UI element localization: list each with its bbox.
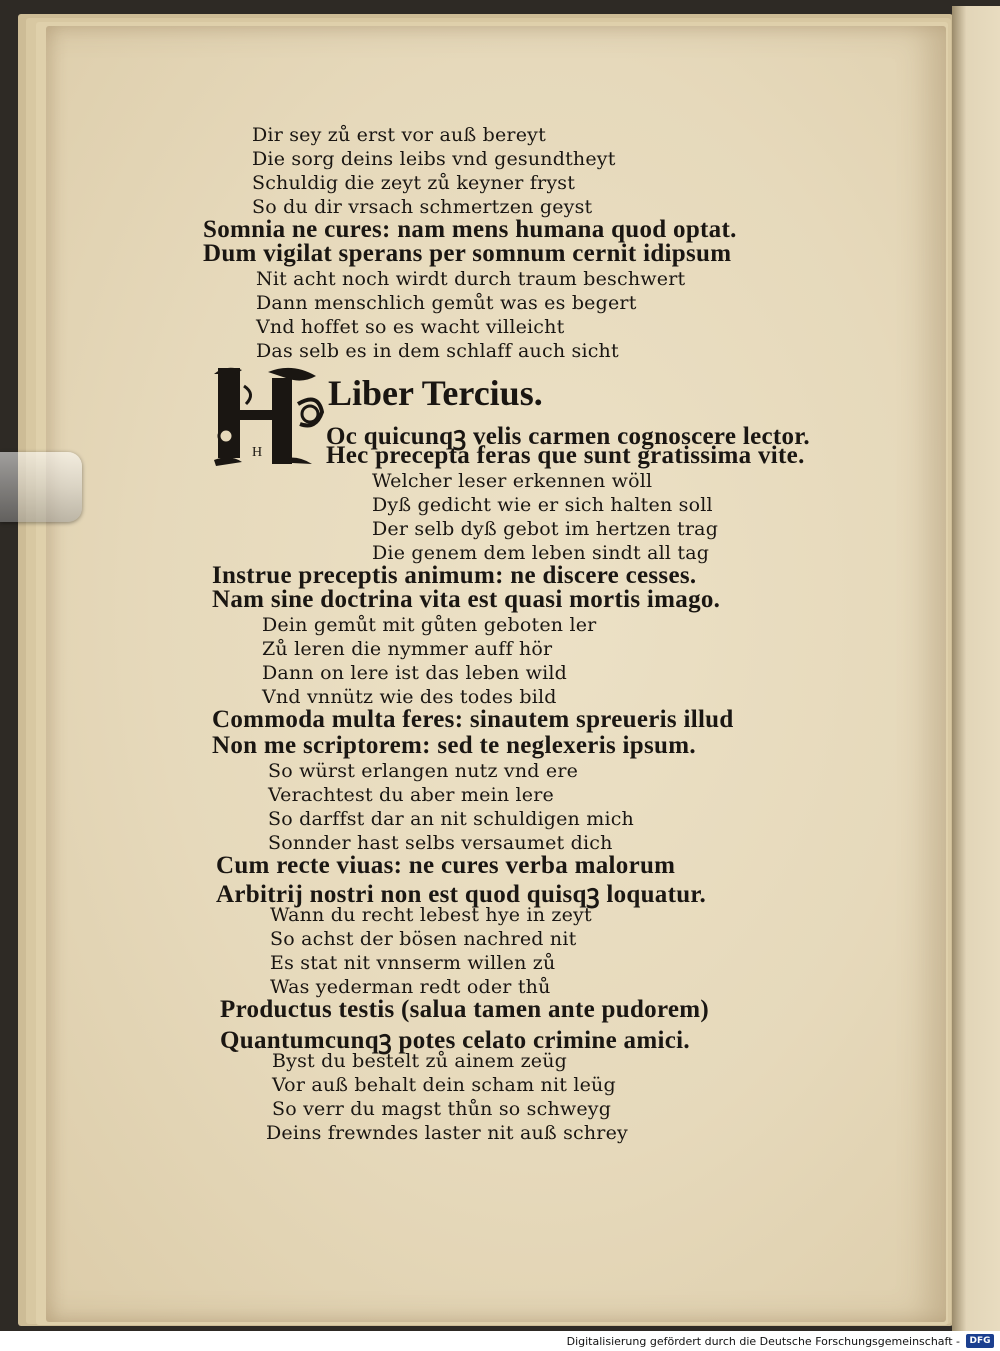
text-line: Dir sey zů erst vor auß bereyt bbox=[252, 124, 546, 146]
text-line: Wann du recht lebest hye in zeyt bbox=[270, 904, 592, 926]
page-clip bbox=[0, 452, 82, 522]
latin-line: Arbitrij nostri non est quod quisqꝫ loquatur. bbox=[216, 881, 707, 908]
text-line: So du dir vrsach schmertzen geyst bbox=[252, 196, 593, 218]
text-line: Schuldig die zeyt zů keyner fryst bbox=[252, 172, 576, 194]
text-line: Dyß gedicht wie er sich halten soll bbox=[372, 494, 713, 516]
latin-line: Instrue preceptis animum: ne discere cesses. bbox=[212, 562, 697, 589]
text-line: Vnd hoffet so es wacht villeicht bbox=[256, 316, 565, 338]
text-line: Vor auß behalt dein scham nit leüg bbox=[272, 1074, 616, 1096]
text-line: Nit acht noch wirdt durch traum beschwert bbox=[256, 268, 686, 290]
latin-line: Dum vigilat sperans per somnum cernit idipsum bbox=[203, 240, 732, 267]
initial-letter: H bbox=[252, 445, 263, 460]
text-line: Was yederman redt oder thů bbox=[270, 976, 551, 998]
text-line: Byst du bestelt zů ainem zeüg bbox=[272, 1050, 568, 1072]
latin-line: Productus testis (salua tamen ante pudorem) bbox=[220, 996, 710, 1023]
text-line: Der selb dyß gebot im hertzen trag bbox=[372, 518, 719, 540]
latin-line: Nam sine doctrina vita est quasi mortis imago. bbox=[212, 586, 721, 613]
text-line: So darffst dar an nit schuldigen mich bbox=[268, 808, 634, 830]
decorated-initial bbox=[212, 364, 326, 468]
latin-line: Somnia ne cures: nam mens humana quod optat. bbox=[203, 216, 737, 243]
latin-line: Hec precepta feras que sunt gratissima vite. bbox=[326, 442, 805, 469]
latin-line: Cum recte viuas: ne cures verba malorum bbox=[216, 852, 676, 879]
latin-line: Oc quicunqꝫ velis carmen cognoscere lector. bbox=[326, 423, 810, 450]
text-line: Vnd vnnütz wie des todes bild bbox=[262, 686, 557, 708]
facing-page-edge bbox=[952, 6, 1000, 1331]
text-line: Das selb es in dem schlaff auch sicht bbox=[256, 340, 619, 362]
latin-line: Commoda multa feres: sinautem spreueris illud bbox=[212, 706, 734, 733]
text-line: Verachtest du aber mein lere bbox=[268, 784, 554, 806]
text-line: Die sorg deins leibs vnd gesundtheyt bbox=[252, 148, 616, 170]
latin-line: Non me scriptorem: sed te neglexeris ipsum. bbox=[212, 732, 696, 759]
text-line: Dein gemůt mit gůten geboten ler bbox=[262, 614, 597, 636]
dfg-logo: DFG bbox=[966, 1334, 994, 1348]
text-line: Es stat nit vnnserm willen zů bbox=[270, 952, 556, 974]
text-line: Die genem dem leben sindt all tag bbox=[372, 542, 710, 564]
text-line: Dann on lere ist das leben wild bbox=[262, 662, 568, 684]
text-line: Zů leren die nymmer auff hör bbox=[262, 638, 553, 660]
text-line: Sonnder hast selbs versaumet dich bbox=[268, 832, 613, 854]
footer-bar bbox=[0, 1331, 1000, 1351]
text-line: Deins frewndes laster nit auß schrey bbox=[266, 1122, 628, 1144]
text-line: Welcher leser erkennen wöll bbox=[372, 470, 653, 492]
text-line: So verr du magst thůn so schweyg bbox=[272, 1098, 612, 1120]
section-heading: Liber Tercius. bbox=[328, 373, 543, 413]
text-line: So würst erlangen nutz vnd ere bbox=[268, 760, 579, 782]
text-line: Dann menschlich gemůt was es begert bbox=[256, 292, 637, 314]
digitization-credit: Digitalisierung gefördert durch die Deutsche Forschungsgemeinschaft - bbox=[566, 1335, 960, 1348]
text-line: So achst der bösen nachred nit bbox=[270, 928, 577, 950]
latin-line: Quantumcunqꝫ potes celato crimine amici. bbox=[220, 1027, 690, 1054]
